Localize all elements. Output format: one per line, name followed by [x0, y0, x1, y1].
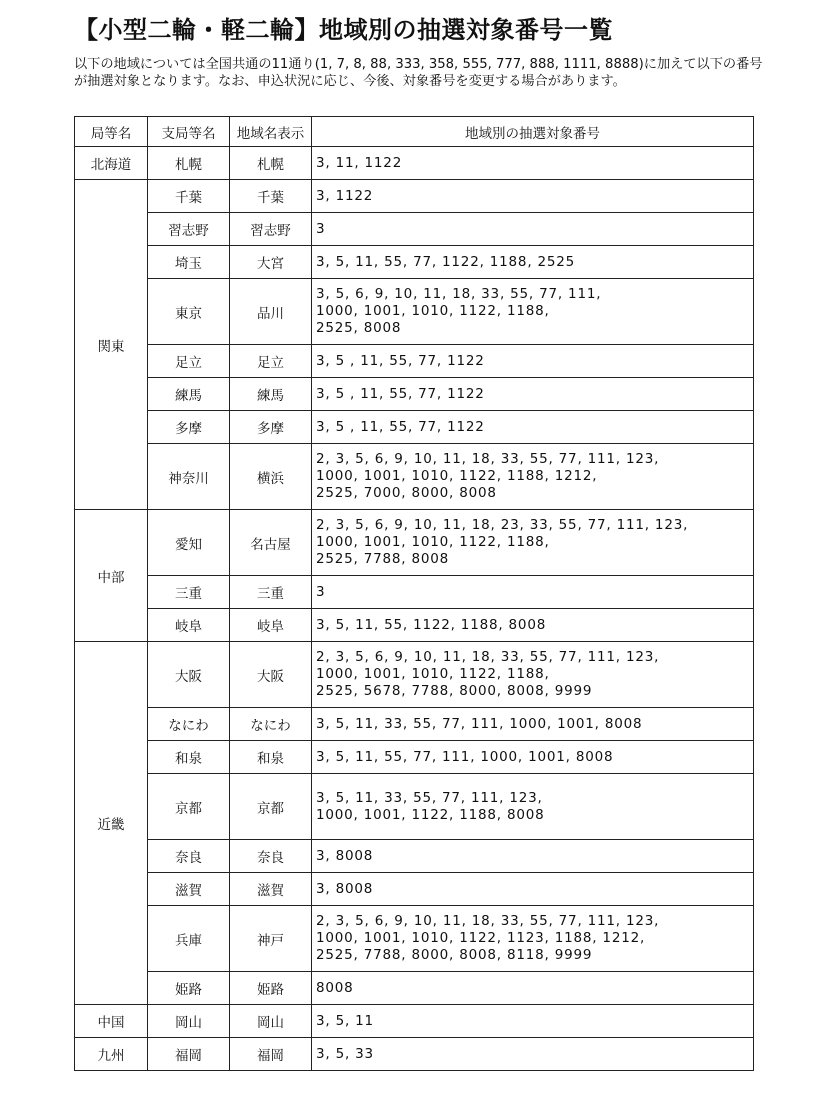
area-cell: 名古屋	[230, 510, 312, 576]
numbers-cell	[312, 873, 754, 906]
branch-cell: 埼玉	[148, 246, 230, 279]
numbers-line: 8008	[316, 979, 354, 996]
numbers-cell	[312, 444, 754, 510]
branch-cell: 札幌	[148, 147, 230, 180]
table-row	[75, 279, 754, 345]
bureau-cell: 中国	[75, 1005, 148, 1038]
branch-cell: 姫路	[148, 972, 230, 1005]
area-cell: 足立	[230, 345, 312, 378]
header-branch: 支局等名	[148, 117, 230, 147]
branch-cell: 練馬	[148, 378, 230, 411]
table-row	[75, 444, 754, 510]
numbers-line: 3, 8008	[316, 880, 374, 897]
lottery-number-table	[74, 116, 754, 1071]
numbers-cell	[312, 1038, 754, 1071]
branch-cell: 多摩	[148, 411, 230, 444]
table-row	[75, 147, 754, 180]
numbers-cell	[312, 576, 754, 609]
numbers-line: 3, 5, 11	[316, 1012, 374, 1029]
numbers-cell	[312, 411, 754, 444]
table-header-row	[75, 117, 754, 147]
numbers-line: 3, 5 , 11, 55, 77, 1122	[316, 352, 485, 369]
numbers-cell	[312, 213, 754, 246]
table-row	[75, 972, 754, 1005]
branch-cell: なにわ	[148, 708, 230, 741]
branch-cell: 京都	[148, 774, 230, 840]
numbers-line: 2525, 7788, 8008	[316, 551, 450, 567]
numbers-line: 3	[316, 220, 326, 237]
area-cell: 三重	[230, 576, 312, 609]
table-row	[75, 345, 754, 378]
area-cell: 習志野	[230, 213, 312, 246]
numbers-line: 2, 3, 5, 6, 9, 10, 11, 18, 23, 33, 55, 77, 111, 123,	[316, 517, 689, 533]
area-cell: 滋賀	[230, 873, 312, 906]
numbers-line: 2525, 8008	[316, 320, 402, 336]
numbers-line: 2525, 7788, 8000, 8008, 8118, 9999	[316, 947, 593, 963]
branch-cell: 神奈川	[148, 444, 230, 510]
numbers-cell	[312, 378, 754, 411]
branch-cell: 岐阜	[148, 609, 230, 642]
area-cell: 岡山	[230, 1005, 312, 1038]
area-cell: 練馬	[230, 378, 312, 411]
table-row	[75, 1038, 754, 1071]
branch-cell: 兵庫	[148, 906, 230, 972]
area-cell: 大宮	[230, 246, 312, 279]
header-bureau: 局等名	[75, 117, 148, 147]
numbers-cell	[312, 972, 754, 1005]
numbers-cell	[312, 708, 754, 741]
numbers-line: 1000, 1001, 1010, 1122, 1188, 1212,	[316, 468, 598, 484]
numbers-line: 3	[316, 583, 326, 600]
numbers-cell	[312, 642, 754, 708]
header-numbers: 地域別の抽選対象番号	[312, 117, 754, 147]
area-cell: 岐阜	[230, 609, 312, 642]
numbers-cell	[312, 180, 754, 213]
numbers-line: 1000, 1001, 1010, 1122, 1188,	[316, 666, 550, 682]
bureau-cell: 九州	[75, 1038, 148, 1071]
numbers-line: 3, 11, 1122	[316, 154, 403, 171]
table-body	[75, 147, 754, 1071]
branch-cell: 東京	[148, 279, 230, 345]
table-row	[75, 642, 754, 708]
area-cell: 札幌	[230, 147, 312, 180]
table-row	[75, 510, 754, 576]
area-cell: 奈良	[230, 840, 312, 873]
area-cell: 神戸	[230, 906, 312, 972]
branch-cell: 足立	[148, 345, 230, 378]
numbers-line: 3, 5, 6, 9, 10, 11, 18, 33, 55, 77, 111,	[316, 286, 602, 302]
area-cell: 品川	[230, 279, 312, 345]
numbers-line: 3, 5 , 11, 55, 77, 1122	[316, 385, 485, 402]
table-row	[75, 411, 754, 444]
branch-cell: 愛知	[148, 510, 230, 576]
numbers-cell	[312, 906, 754, 972]
numbers-line: 3, 5, 11, 33, 55, 77, 111, 123,	[316, 789, 543, 806]
branch-cell: 福岡	[148, 1038, 230, 1071]
branch-cell: 滋賀	[148, 873, 230, 906]
bureau-cell: 関東	[75, 180, 148, 510]
numbers-line: 3, 8008	[316, 847, 374, 864]
table-row	[75, 906, 754, 972]
branch-cell: 岡山	[148, 1005, 230, 1038]
numbers-cell	[312, 741, 754, 774]
numbers-line: 1000, 1001, 1010, 1122, 1188,	[316, 534, 550, 550]
numbers-cell	[312, 510, 754, 576]
numbers-line: 3, 5, 11, 33, 55, 77, 111, 1000, 1001, 8008	[316, 715, 643, 732]
bureau-cell: 北海道	[75, 147, 148, 180]
table-row	[75, 609, 754, 642]
bureau-cell: 近畿	[75, 642, 148, 1005]
area-cell: 福岡	[230, 1038, 312, 1071]
table-row	[75, 708, 754, 741]
branch-cell: 千葉	[148, 180, 230, 213]
intro-text: 以下の地域については全国共通の11通り(1, 7, 8, 88, 333, 358, 555, 777, 888, 1111, 8888)に加えて以下の番号が抽選対象となります。なお、申込状況に応じ、今後、対象番号を変更する場合があります。	[74, 57, 763, 89]
table-row	[75, 576, 754, 609]
table-row	[75, 246, 754, 279]
numbers-line: 2525, 7000, 8000, 8008	[316, 485, 497, 501]
table-row	[75, 213, 754, 246]
table-row	[75, 840, 754, 873]
numbers-line: 3, 5, 11, 55, 1122, 1188, 8008	[316, 616, 547, 633]
table-row	[75, 378, 754, 411]
area-cell: 千葉	[230, 180, 312, 213]
numbers-line: 1000, 1001, 1010, 1122, 1123, 1188, 1212,	[316, 930, 646, 946]
numbers-line: 3, 5, 11, 55, 77, 1122, 1188, 2525	[316, 253, 576, 270]
branch-cell: 大阪	[148, 642, 230, 708]
area-cell: なにわ	[230, 708, 312, 741]
area-cell: 大阪	[230, 642, 312, 708]
numbers-line: 3, 5, 11, 55, 77, 111, 1000, 1001, 8008	[316, 748, 614, 765]
table-row	[75, 741, 754, 774]
numbers-line: 3, 5 , 11, 55, 77, 1122	[316, 418, 485, 435]
numbers-cell	[312, 147, 754, 180]
numbers-line: 2, 3, 5, 6, 9, 10, 11, 18, 33, 55, 77, 111, 123,	[316, 913, 660, 929]
area-cell: 多摩	[230, 411, 312, 444]
table-row	[75, 774, 754, 840]
numbers-cell	[312, 774, 754, 840]
page-title: 【小型二輪・軽二輪】地域別の抽選対象番号一覧	[74, 16, 613, 44]
numbers-line: 3, 5, 33	[316, 1045, 374, 1062]
branch-cell: 奈良	[148, 840, 230, 873]
area-cell: 京都	[230, 774, 312, 840]
area-cell: 横浜	[230, 444, 312, 510]
branch-cell: 習志野	[148, 213, 230, 246]
numbers-line: 3, 1122	[316, 187, 374, 204]
branch-cell: 和泉	[148, 741, 230, 774]
numbers-line: 1000, 1001, 1122, 1188, 8008	[316, 806, 545, 823]
numbers-cell	[312, 279, 754, 345]
numbers-cell	[312, 609, 754, 642]
numbers-cell	[312, 1005, 754, 1038]
numbers-cell	[312, 345, 754, 378]
numbers-line: 2, 3, 5, 6, 9, 10, 11, 18, 33, 55, 77, 111, 123,	[316, 451, 660, 467]
bureau-cell: 中部	[75, 510, 148, 642]
numbers-cell	[312, 246, 754, 279]
numbers-cell	[312, 840, 754, 873]
table-row	[75, 180, 754, 213]
table-row	[75, 1005, 754, 1038]
header-area: 地域名表示	[230, 117, 312, 147]
numbers-line: 2, 3, 5, 6, 9, 10, 11, 18, 33, 55, 77, 111, 123,	[316, 649, 660, 665]
area-cell: 姫路	[230, 972, 312, 1005]
numbers-line: 1000, 1001, 1010, 1122, 1188,	[316, 303, 550, 319]
branch-cell: 三重	[148, 576, 230, 609]
numbers-line: 2525, 5678, 7788, 8000, 8008, 9999	[316, 683, 593, 699]
table-row	[75, 873, 754, 906]
area-cell: 和泉	[230, 741, 312, 774]
